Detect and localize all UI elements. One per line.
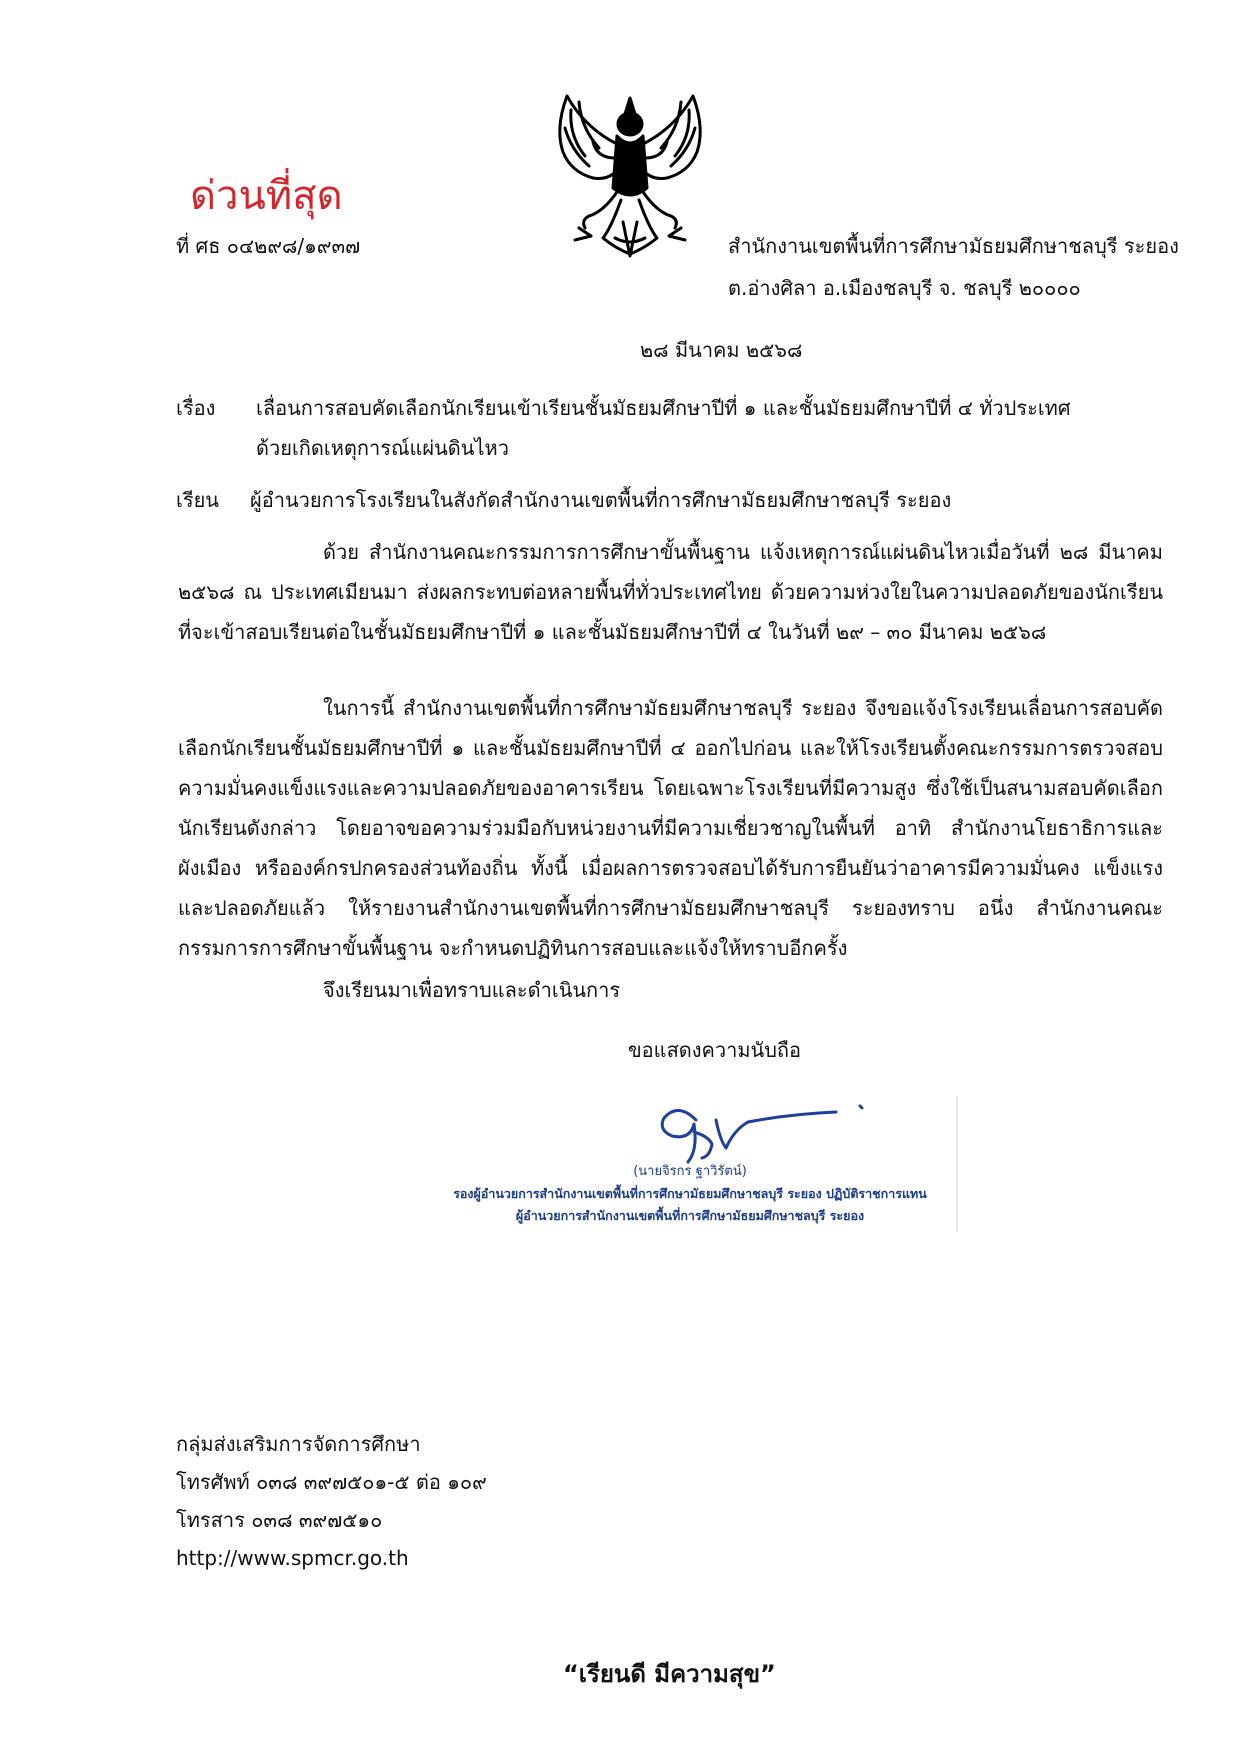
- signer-position-1: รองผู้อำนวยการสำนักงานเขตพื้นที่การศึกษามัธยมศึกษาชลบุรี ระยอง ปฏิบัติราชการแทน: [453, 1186, 927, 1201]
- subject-line1: เลื่อนการสอบคัดเลือกนักเรียนเข้าเรียนชั้นมัธยมศึกษาปีที่ ๑ และชั้นมัธยมศึกษาปีที่ ๔ ทั่วประเทศ: [256, 396, 1071, 420]
- footer-slogan: “เรียนดี มีความสุข”: [563, 1660, 776, 1688]
- regards-text: ขอแสดงความนับถือ: [628, 1038, 802, 1062]
- handwritten-signature-icon: [650, 1092, 880, 1172]
- closing-line: จึงเรียนมาเพื่อทราบและดำเนินการ: [323, 978, 621, 1002]
- document-date: ๒๘ มีนาคม ๒๕๖๘: [640, 338, 803, 362]
- subject-label: เรื่อง: [176, 396, 216, 420]
- urgency-label: ด่วนที่สุด: [190, 173, 343, 219]
- recipient-label: เรียน: [176, 488, 219, 512]
- body-paragraph-2-text: ในการนี้ สำนักงานเขตพื้นที่การศึกษามัธยมศึกษาชลบุรี ระยอง จึงขอแจ้งโรงเรียนเลื่อนการสอบคัดเลือกนักเรียนชั้นมัธยมศึกษาปีที่ ๑ และชั้นมัธยมศึกษาปีที่ ๔ ออกไปก่อน และให้โรงเรียนตั้งคณะกรรมการตรวจสอบความมั่นคงแข็งแรงและความปลอดภัยของอาคารเรียน โดยเฉพาะโรงเรียนที่มีความสูง ซึ่งใช้เป็นสนามสอบคัดเลือกนักเรียนดังกล่าว โดยอาจขอความร่วมมือกับหน่วยงานที่มีความเชี่ยวชาญในพื้นที่ อาทิ สำนักงานโยธาธิการและผังเมือง หรือองค์กรปกครองส่วนท้องถิ่น ทั้งนี้ เมื่อผลการตรวจสอบได้รับการยืนยันว่าอาคารมีความมั่นคง แข็งแรง และปลอดภัยแล้ว ให้รายงานสำนักงานเขตพื้นที่การศึกษามัธยมศึกษาชลบุรี ระยองทราบ อนึ่ง สำนักงานคณะกรรมการการศึกษาขั้นพื้นฐาน จะกำหนดปฏิทินการสอบและแจ้งให้ทราบอีกครั้ง: [178, 696, 1163, 960]
- signer-position-2: ผู้อำนวยการสำนักงานเขตพื้นที่การศึกษามัธยมศึกษาชลบุรี ระยอง: [515, 1208, 865, 1223]
- contact-fax: โทรสาร ๐๓๘ ๓๙๗๕๑๐: [176, 1508, 383, 1532]
- body-paragraph-2: [178, 688, 1163, 968]
- office-address-line1: สำนักงานเขตพื้นที่การศึกษามัธยมศึกษาชลบุรี ระยอง: [728, 234, 1179, 258]
- contact-department: กลุ่มส่งเสริมการจัดการศึกษา: [176, 1432, 421, 1456]
- reference-number: ที่ ศธ ๐๔๒๙๘/๑๙๓๗: [176, 234, 361, 258]
- subject-line2: ด้วยเกิดเหตุการณ์แผ่นดินไหว: [256, 436, 509, 460]
- body-paragraph-1: [178, 532, 1163, 652]
- garuda-emblem-icon: [545, 88, 715, 264]
- recipient-text: ผู้อำนวยการโรงเรียนในสังกัดสำนักงานเขตพื้นที่การศึกษามัธยมศึกษาชลบุรี ระยอง: [250, 488, 952, 512]
- signer-name: (นายจิรกร ฐาวิรัตน์): [633, 1164, 747, 1179]
- contact-phone: โทรศัพท์ ๐๓๘ ๓๙๗๕๐๑-๕ ต่อ ๑๐๙: [176, 1470, 487, 1494]
- signature-divider: [956, 1096, 958, 1232]
- contact-website: http://www.spmcr.go.th: [176, 1546, 409, 1570]
- office-address-line2: ต.อ่างศิลา อ.เมืองชลบุรี จ. ชลบุรี ๒๐๐๐๐: [728, 276, 1081, 300]
- body-paragraph-1-text: ด้วย สำนักงานคณะกรรมการการศึกษาขั้นพื้นฐาน แจ้งเหตุการณ์แผ่นดินไหวเมื่อวันที่ ๒๘ มีนาคม ๒๕๖๘ ณ ประเทศเมียนมา ส่งผลกระทบต่อหลายพื้นที่ทั่วประเทศไทย ด้วยความห่วงใยในความปลอดภัยของนักเรียนที่จะเข้าสอบเรียนต่อในชั้นมัธยมศึกษาปีที่ ๑ และชั้นมัธยมศึกษาปีที่ ๔ ในวันที่ ๒๙ – ๓๐ มีนาคม ๒๕๖๘: [178, 540, 1163, 644]
